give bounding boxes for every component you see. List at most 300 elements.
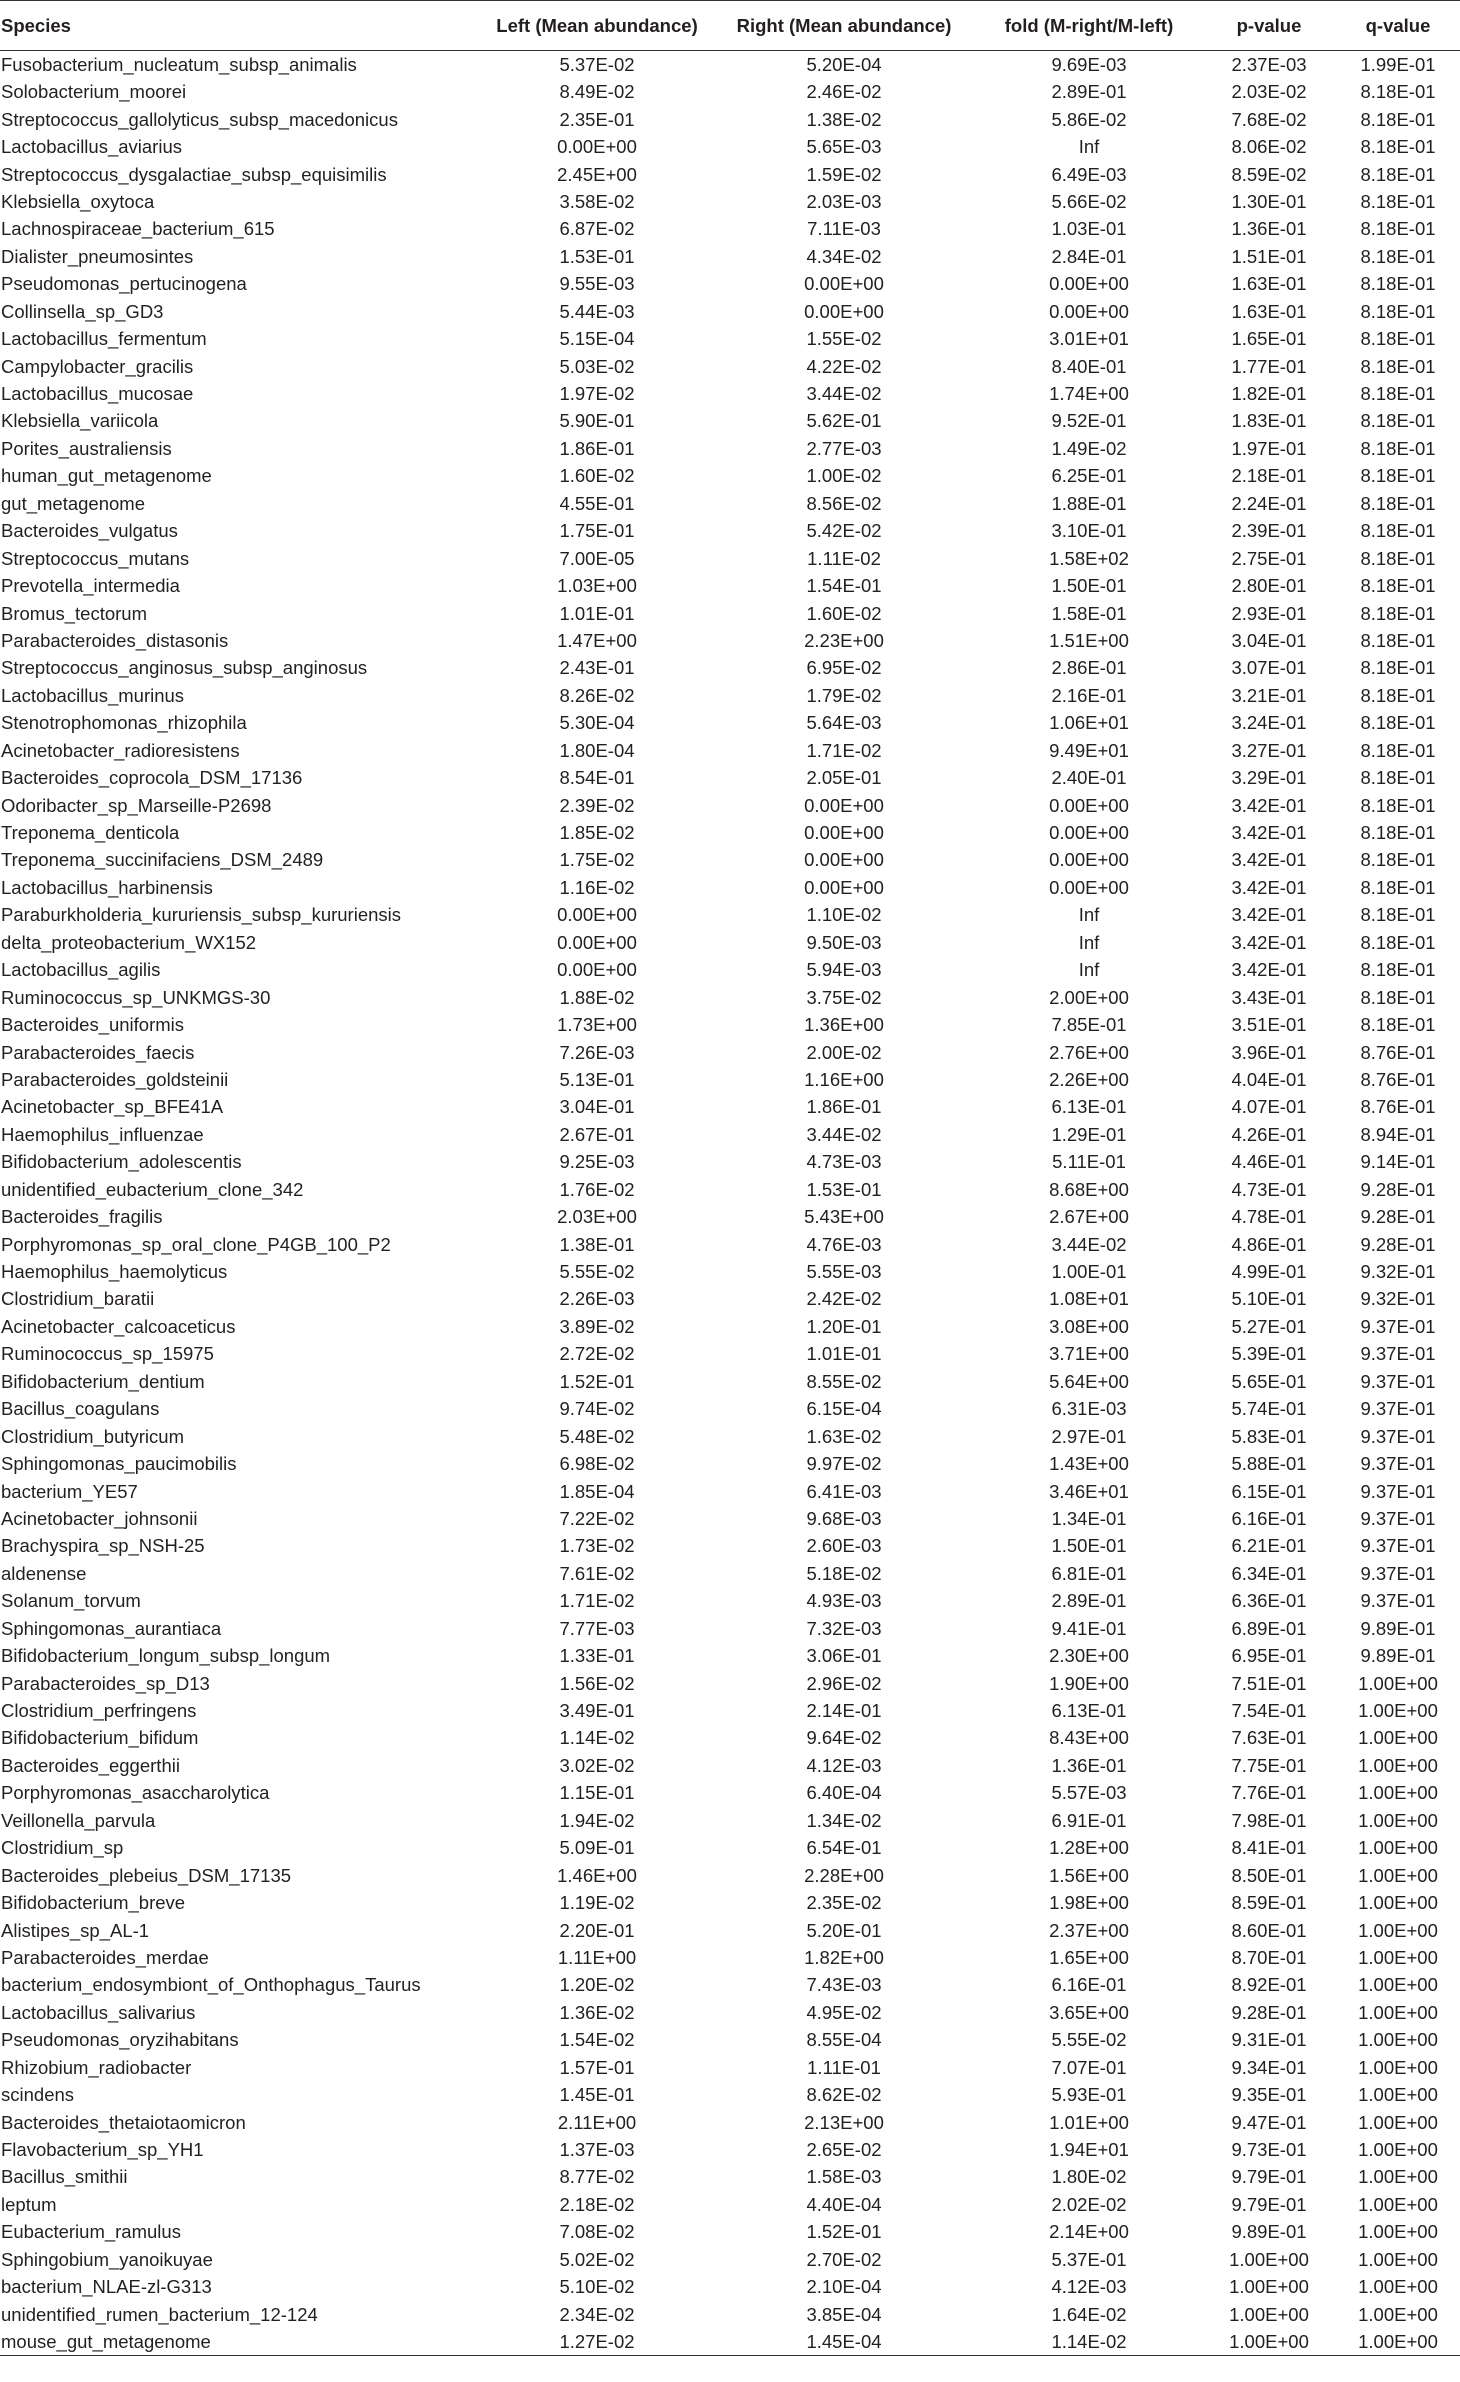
cell-left-mean: 2.34E-02 bbox=[559, 2303, 635, 2325]
table-row bbox=[0, 215, 1460, 242]
cell-fold: 9.49E+01 bbox=[1049, 739, 1129, 761]
table-row bbox=[0, 1340, 1460, 1367]
cell-left-mean: 7.26E-03 bbox=[559, 1041, 635, 1063]
cell-fold: 2.26E+00 bbox=[1049, 1068, 1129, 1090]
cell-fold: 1.50E-01 bbox=[1051, 575, 1127, 597]
cell-left-mean: 1.57E-01 bbox=[559, 2056, 635, 2078]
cell-left-mean: 6.87E-02 bbox=[559, 218, 635, 240]
cell-p-value: 3.96E-01 bbox=[1231, 1041, 1307, 1063]
cell-p-value: 6.95E-01 bbox=[1231, 1645, 1307, 1667]
cell-p-value: 2.18E-01 bbox=[1231, 465, 1307, 487]
cell-fold: 3.46E+01 bbox=[1049, 1480, 1129, 1502]
header-fold: fold (M-right/M-left) bbox=[975, 1, 1203, 51]
cell-species: aldenense bbox=[1, 1562, 87, 1584]
cell-p-value: 1.00E+00 bbox=[1229, 2248, 1309, 2270]
cell-fold: Inf bbox=[1078, 931, 1100, 953]
cell-left-mean: 1.80E-04 bbox=[559, 739, 635, 761]
cell-p-value: 3.42E-01 bbox=[1231, 876, 1307, 898]
cell-species: Bifidobacterium_breve bbox=[1, 1892, 186, 1914]
cell-right-mean: 1.53E-01 bbox=[806, 1178, 882, 1200]
cell-fold: 2.40E-01 bbox=[1051, 767, 1127, 789]
cell-fold: 0.00E+00 bbox=[1049, 273, 1129, 295]
cell-species: Treponema_succinifaciens_DSM_2489 bbox=[1, 849, 324, 871]
cell-p-value: 3.42E-01 bbox=[1231, 931, 1307, 953]
header-q-value: q-value bbox=[1335, 1, 1460, 51]
cell-species: Bacteroides_fragilis bbox=[1, 1206, 163, 1228]
cell-right-mean: 9.97E-02 bbox=[806, 1453, 882, 1475]
cell-fold: 1.64E-02 bbox=[1051, 2303, 1127, 2325]
cell-species: Lactobacillus_mucosae bbox=[1, 383, 194, 405]
cell-p-value: 7.75E-01 bbox=[1231, 1754, 1307, 1776]
cell-right-mean: 8.62E-02 bbox=[806, 2084, 882, 2106]
cell-species: Solanum_torvum bbox=[1, 1590, 141, 1612]
cell-species: unidentified_rumen_bacterium_12-124 bbox=[1, 2303, 318, 2325]
cell-p-value: 3.04E-01 bbox=[1231, 629, 1307, 651]
cell-species: Lactobacillus_salivarius bbox=[1, 2001, 196, 2023]
table-row bbox=[0, 1642, 1460, 1669]
cell-p-value: 5.10E-01 bbox=[1231, 1288, 1307, 1310]
table-row bbox=[0, 1779, 1460, 1806]
cell-right-mean: 9.50E-03 bbox=[806, 931, 882, 953]
cell-species: Lactobacillus_fermentum bbox=[1, 328, 207, 350]
cell-species: Parabacteroides_faecis bbox=[1, 1041, 195, 1063]
cell-p-value: 4.26E-01 bbox=[1231, 1123, 1307, 1145]
cell-fold: 8.43E+00 bbox=[1049, 1727, 1129, 1749]
cell-p-value: 3.29E-01 bbox=[1231, 767, 1307, 789]
table-header bbox=[0, 1, 1460, 51]
cell-right-mean: 4.73E-03 bbox=[806, 1151, 882, 1173]
cell-species: Lactobacillus_agilis bbox=[1, 959, 161, 981]
cell-right-mean: 2.77E-03 bbox=[806, 437, 882, 459]
cell-left-mean: 1.85E-04 bbox=[559, 1480, 635, 1502]
cell-right-mean: 4.12E-03 bbox=[806, 1754, 882, 1776]
header-right-mean: Right (Mean abundance) bbox=[713, 1, 975, 51]
table-row bbox=[0, 1422, 1460, 1449]
table-row bbox=[0, 1587, 1460, 1614]
cell-q-value: 8.18E-01 bbox=[1360, 81, 1436, 103]
cell-left-mean: 1.60E-02 bbox=[559, 465, 635, 487]
cell-species: delta_proteobacterium_WX152 bbox=[1, 931, 257, 953]
table-row bbox=[0, 1203, 1460, 1230]
cell-right-mean: 2.28E+00 bbox=[804, 1864, 884, 1886]
cell-right-mean: 2.13E+00 bbox=[804, 2111, 884, 2133]
cell-left-mean: 1.56E-02 bbox=[559, 1672, 635, 1694]
cell-p-value: 1.83E-01 bbox=[1231, 410, 1307, 432]
cell-p-value: 2.37E-03 bbox=[1231, 54, 1307, 75]
cell-p-value: 3.24E-01 bbox=[1231, 712, 1307, 734]
cell-species: Porphyromonas_asaccharolytica bbox=[1, 1782, 270, 1804]
cell-left-mean: 1.19E-02 bbox=[559, 1892, 635, 1914]
cell-p-value: 3.07E-01 bbox=[1231, 657, 1307, 679]
cell-p-value: 7.76E-01 bbox=[1231, 1782, 1307, 1804]
cell-right-mean: 0.00E+00 bbox=[804, 273, 884, 295]
cell-left-mean: 1.45E-01 bbox=[559, 2084, 635, 2106]
cell-fold: 2.76E+00 bbox=[1049, 1041, 1129, 1063]
cell-species: Odoribacter_sp_Marseille-P2698 bbox=[1, 794, 272, 816]
table-row bbox=[0, 490, 1460, 517]
cell-fold: 1.28E+00 bbox=[1049, 1837, 1129, 1859]
cell-species: Acinetobacter_sp_BFE41A bbox=[1, 1096, 224, 1118]
cell-species: Lactobacillus_murinus bbox=[1, 684, 185, 706]
cell-right-mean: 0.00E+00 bbox=[804, 822, 884, 844]
cell-q-value: 9.32E-01 bbox=[1360, 1261, 1436, 1283]
table-row bbox=[0, 2246, 1460, 2273]
cell-fold: 1.36E-01 bbox=[1051, 1754, 1127, 1776]
cell-right-mean: 5.43E+00 bbox=[804, 1206, 884, 1228]
cell-species: Acinetobacter_radioresistens bbox=[1, 739, 240, 761]
cell-right-mean: 2.65E-02 bbox=[806, 2139, 882, 2161]
cell-species: Lactobacillus_aviarius bbox=[1, 136, 182, 158]
cell-q-value: 1.00E+00 bbox=[1358, 2084, 1438, 2106]
cell-p-value: 1.97E-01 bbox=[1231, 437, 1307, 459]
cell-p-value: 1.63E-01 bbox=[1231, 273, 1307, 295]
cell-right-mean: 4.76E-03 bbox=[806, 1233, 882, 1255]
cell-right-mean: 2.46E-02 bbox=[806, 81, 882, 103]
cell-right-mean: 1.10E-02 bbox=[806, 904, 882, 926]
cell-q-value: 1.00E+00 bbox=[1358, 1864, 1438, 1886]
cell-fold: 1.29E-01 bbox=[1051, 1123, 1127, 1145]
cell-left-mean: 5.48E-02 bbox=[559, 1425, 635, 1447]
cell-fold: 7.85E-01 bbox=[1051, 1014, 1127, 1036]
cell-q-value: 8.18E-01 bbox=[1360, 245, 1436, 267]
cell-left-mean: 3.58E-02 bbox=[559, 190, 635, 212]
cell-right-mean: 0.00E+00 bbox=[804, 300, 884, 322]
cell-p-value: 2.24E-01 bbox=[1231, 492, 1307, 514]
cell-q-value: 8.18E-01 bbox=[1360, 108, 1436, 130]
cell-q-value: 1.00E+00 bbox=[1358, 1700, 1438, 1722]
cell-species: Streptococcus_gallolyticus_subsp_macedonicus bbox=[1, 108, 398, 130]
cell-right-mean: 2.10E-04 bbox=[806, 2276, 882, 2298]
table-row bbox=[0, 51, 1460, 79]
table-row bbox=[0, 105, 1460, 132]
table-row bbox=[0, 2300, 1460, 2327]
cell-fold: 1.58E+02 bbox=[1049, 547, 1129, 569]
table-row bbox=[0, 1313, 1460, 1340]
cell-q-value: 8.94E-01 bbox=[1360, 1123, 1436, 1145]
cell-p-value: 1.00E+00 bbox=[1229, 2303, 1309, 2325]
cell-fold: 6.31E-03 bbox=[1051, 1398, 1127, 1420]
cell-species: Lachnospiraceae_bacterium_615 bbox=[1, 218, 275, 240]
cell-left-mean: 3.89E-02 bbox=[559, 1315, 635, 1337]
cell-left-mean: 1.03E+00 bbox=[557, 575, 637, 597]
cell-fold: 5.11E-01 bbox=[1052, 1151, 1126, 1173]
table-row bbox=[0, 1450, 1460, 1477]
cell-right-mean: 1.86E-01 bbox=[806, 1096, 882, 1118]
cell-fold: 2.97E-01 bbox=[1051, 1425, 1127, 1447]
cell-fold: 6.81E-01 bbox=[1051, 1562, 1127, 1584]
cell-right-mean: 2.35E-02 bbox=[806, 1892, 882, 1914]
table-row bbox=[0, 2026, 1460, 2053]
cell-q-value: 8.18E-01 bbox=[1360, 712, 1436, 734]
table-row bbox=[0, 1752, 1460, 1779]
cell-p-value: 6.36E-01 bbox=[1231, 1590, 1307, 1612]
cell-p-value: 7.63E-01 bbox=[1231, 1727, 1307, 1749]
header-species: Species bbox=[0, 1, 481, 51]
cell-p-value: 4.86E-01 bbox=[1231, 1233, 1307, 1255]
cell-q-value: 9.89E-01 bbox=[1360, 1645, 1436, 1667]
cell-species: Bacillus_smithii bbox=[1, 2166, 128, 2188]
table-row bbox=[0, 462, 1460, 489]
cell-fold: 1.58E-01 bbox=[1051, 602, 1127, 624]
cell-left-mean: 7.22E-02 bbox=[559, 1507, 635, 1529]
cell-fold: 9.41E-01 bbox=[1051, 1617, 1127, 1639]
cell-q-value: 9.14E-01 bbox=[1360, 1151, 1436, 1173]
cell-right-mean: 1.82E+00 bbox=[804, 1946, 884, 1968]
cell-fold: 1.14E-02 bbox=[975, 2328, 1203, 2356]
cell-p-value: 5.83E-01 bbox=[1231, 1425, 1307, 1447]
cell-species: Parabacteroides_goldsteinii bbox=[1, 1068, 229, 1090]
cell-p-value: 6.89E-01 bbox=[1231, 1617, 1307, 1639]
cell-q-value: 9.28E-01 bbox=[1360, 1206, 1436, 1228]
cell-right-mean: 8.56E-02 bbox=[806, 492, 882, 514]
cell-p-value: 1.51E-01 bbox=[1231, 245, 1307, 267]
cell-left-mean: 5.03E-02 bbox=[559, 355, 635, 377]
cell-p-value: 9.79E-01 bbox=[1231, 2193, 1307, 2215]
cell-fold: 1.06E+01 bbox=[1049, 712, 1129, 734]
cell-q-value: 8.18E-01 bbox=[1360, 136, 1436, 158]
cell-fold: 1.74E+00 bbox=[1049, 383, 1129, 405]
cell-right-mean: 1.11E-01 bbox=[807, 2056, 881, 2078]
cell-q-value: 1.00E+00 bbox=[1358, 2248, 1438, 2270]
cell-fold: Inf bbox=[1078, 136, 1100, 158]
table-row bbox=[0, 407, 1460, 434]
cell-q-value: 8.76E-01 bbox=[1360, 1041, 1436, 1063]
table-row bbox=[0, 1176, 1460, 1203]
cell-fold: 1.08E+01 bbox=[1049, 1288, 1129, 1310]
cell-left-mean: 1.73E+00 bbox=[557, 1014, 637, 1036]
cell-right-mean: 4.93E-03 bbox=[806, 1590, 882, 1612]
cell-p-value: 8.59E-02 bbox=[1231, 163, 1307, 185]
cell-left-mean: 1.14E-02 bbox=[559, 1727, 635, 1749]
cell-p-value: 1.65E-01 bbox=[1231, 328, 1307, 350]
cell-left-mean: 2.26E-03 bbox=[559, 1288, 635, 1310]
cell-right-mean: 1.16E+00 bbox=[804, 1068, 884, 1090]
table-row bbox=[0, 133, 1460, 160]
table-row bbox=[0, 956, 1460, 983]
table-row bbox=[0, 2191, 1460, 2218]
cell-fold: 2.00E+00 bbox=[1049, 986, 1129, 1008]
cell-species: Parabacteroides_sp_D13 bbox=[1, 1672, 210, 1694]
cell-right-mean: 4.34E-02 bbox=[806, 245, 882, 267]
table-row bbox=[0, 1889, 1460, 1916]
cell-species: Acinetobacter_calcoaceticus bbox=[1, 1315, 236, 1337]
cell-q-value: 9.89E-01 bbox=[1360, 1617, 1436, 1639]
cell-fold: 2.86E-01 bbox=[1051, 657, 1127, 679]
cell-left-mean: 0.00E+00 bbox=[557, 959, 637, 981]
cell-p-value: 3.27E-01 bbox=[1231, 739, 1307, 761]
cell-q-value: 8.18E-01 bbox=[1360, 410, 1436, 432]
cell-right-mean: 1.11E-02 bbox=[807, 547, 881, 569]
cell-species: Campylobacter_gracilis bbox=[1, 355, 194, 377]
cell-left-mean: 8.26E-02 bbox=[559, 684, 635, 706]
cell-right-mean: 0.00E+00 bbox=[804, 794, 884, 816]
cell-fold: 8.40E-01 bbox=[1051, 355, 1127, 377]
cell-q-value: 1.00E+00 bbox=[1358, 2221, 1438, 2243]
cell-fold: 3.71E+00 bbox=[1049, 1343, 1129, 1365]
cell-fold: 5.37E-01 bbox=[1051, 2248, 1127, 2270]
table-row bbox=[0, 2108, 1460, 2135]
cell-left-mean: 1.76E-02 bbox=[559, 1178, 635, 1200]
cell-species: Solobacterium_moorei bbox=[1, 81, 187, 103]
table-row bbox=[0, 380, 1460, 407]
cell-right-mean: 1.58E-03 bbox=[806, 2166, 882, 2188]
cell-q-value: 8.18E-01 bbox=[1360, 547, 1436, 569]
table-row bbox=[0, 352, 1460, 379]
table-row bbox=[0, 1999, 1460, 2026]
table-row bbox=[0, 1093, 1460, 1120]
cell-q-value: 9.37E-01 bbox=[1360, 1507, 1436, 1529]
cell-species: Streptococcus_dysgalactiae_subsp_equisimilis bbox=[1, 163, 387, 185]
cell-p-value: 7.98E-01 bbox=[1231, 1809, 1307, 1831]
cell-left-mean: 1.75E-01 bbox=[559, 520, 635, 542]
cell-q-value: 8.18E-01 bbox=[1360, 739, 1436, 761]
cell-fold: 1.90E+00 bbox=[1049, 1672, 1129, 1694]
cell-right-mean: 5.64E-03 bbox=[806, 712, 882, 734]
cell-right-mean: 3.44E-02 bbox=[806, 383, 882, 405]
cell-fold: 5.93E-01 bbox=[1051, 2084, 1127, 2106]
cell-right-mean: 7.43E-03 bbox=[806, 1974, 882, 1996]
table-row bbox=[0, 1121, 1460, 1148]
cell-right-mean: 1.00E-02 bbox=[806, 465, 882, 487]
cell-right-mean: 9.64E-02 bbox=[806, 1727, 882, 1749]
cell-species: Bacillus_coagulans bbox=[1, 1398, 160, 1420]
table-row bbox=[0, 1807, 1460, 1834]
table-row bbox=[0, 2328, 1460, 2356]
cell-fold: 1.51E+00 bbox=[1049, 629, 1129, 651]
cell-species: Flavobacterium_sp_YH1 bbox=[1, 2139, 204, 2161]
cell-fold: 2.84E-01 bbox=[1051, 245, 1127, 267]
table-row bbox=[0, 1724, 1460, 1751]
cell-p-value: 9.28E-01 bbox=[1231, 2001, 1307, 2023]
cell-fold: 6.49E-03 bbox=[1051, 163, 1127, 185]
cell-p-value: 6.34E-01 bbox=[1231, 1562, 1307, 1584]
cell-species: Brachyspira_sp_NSH-25 bbox=[1, 1535, 205, 1557]
table-row bbox=[0, 764, 1460, 791]
cell-q-value: 1.00E+00 bbox=[1358, 1727, 1438, 1749]
cell-right-mean: 2.96E-02 bbox=[806, 1672, 882, 1694]
cell-left-mean: 1.86E-01 bbox=[559, 437, 635, 459]
cell-q-value: 8.18E-01 bbox=[1360, 904, 1436, 926]
cell-q-value: 8.18E-01 bbox=[1360, 575, 1436, 597]
cell-q-value: 9.37E-01 bbox=[1360, 1535, 1436, 1557]
cell-p-value: 5.27E-01 bbox=[1231, 1315, 1307, 1337]
cell-fold: 5.64E+00 bbox=[1049, 1370, 1129, 1392]
table-row bbox=[0, 654, 1460, 681]
cell-q-value: 1.00E+00 bbox=[1358, 1974, 1438, 1996]
cell-p-value: 2.39E-01 bbox=[1231, 520, 1307, 542]
cell-left-mean: 2.45E+00 bbox=[557, 163, 637, 185]
cell-right-mean: 0.00E+00 bbox=[804, 876, 884, 898]
cell-right-mean: 2.42E-02 bbox=[806, 1288, 882, 1310]
cell-p-value: 1.00E+00 bbox=[1229, 2276, 1309, 2298]
table-row bbox=[0, 1477, 1460, 1504]
cell-q-value: 9.37E-01 bbox=[1360, 1370, 1436, 1392]
cell-p-value: 8.50E-01 bbox=[1231, 1864, 1307, 1886]
cell-species: Treponema_denticola bbox=[1, 822, 180, 844]
cell-species: Bacteroides_coprocola_DSM_17136 bbox=[1, 767, 303, 789]
cell-right-mean: 1.60E-02 bbox=[806, 602, 882, 624]
cell-left-mean: 5.15E-04 bbox=[559, 328, 635, 350]
cell-left-mean: 5.10E-02 bbox=[559, 2276, 635, 2298]
cell-fold: 1.34E-01 bbox=[1051, 1507, 1127, 1529]
cell-left-mean: 1.85E-02 bbox=[559, 822, 635, 844]
cell-species: Bacteroides_plebeius_DSM_17135 bbox=[1, 1864, 292, 1886]
cell-right-mean: 6.95E-02 bbox=[806, 657, 882, 679]
cell-left-mean: 1.15E-01 bbox=[559, 1782, 635, 1804]
cell-species: mouse_gut_metagenome bbox=[0, 2328, 481, 2356]
cell-q-value: 8.18E-01 bbox=[1360, 657, 1436, 679]
cell-q-value: 1.00E+00 bbox=[1358, 2001, 1438, 2023]
cell-fold: 9.69E-03 bbox=[1051, 54, 1127, 75]
cell-fold: 3.08E+00 bbox=[1049, 1315, 1129, 1337]
cell-p-value: 9.34E-01 bbox=[1231, 2056, 1307, 2078]
header-p-value: p-value bbox=[1203, 1, 1335, 51]
table-row bbox=[0, 2081, 1460, 2108]
cell-right-mean: 3.85E-04 bbox=[806, 2303, 882, 2325]
cell-left-mean: 1.01E-01 bbox=[559, 602, 635, 624]
cell-p-value: 4.73E-01 bbox=[1231, 1178, 1307, 1200]
cell-right-mean: 2.60E-03 bbox=[806, 1535, 882, 1557]
cell-p-value: 3.43E-01 bbox=[1231, 986, 1307, 1008]
table-row bbox=[0, 1285, 1460, 1312]
table-row bbox=[0, 983, 1460, 1010]
cell-species: Sphingomonas_paucimobilis bbox=[1, 1453, 237, 1475]
cell-q-value: 9.37E-01 bbox=[1360, 1590, 1436, 1612]
cell-left-mean: 9.25E-03 bbox=[559, 1151, 635, 1173]
cell-p-value: 1.00E+00 bbox=[1203, 2328, 1335, 2356]
cell-fold: 3.65E+00 bbox=[1049, 2001, 1129, 2023]
cell-species: Parabacteroides_distasonis bbox=[1, 629, 229, 651]
cell-p-value: 5.88E-01 bbox=[1231, 1453, 1307, 1475]
cell-p-value: 4.07E-01 bbox=[1231, 1096, 1307, 1118]
cell-left-mean: 1.75E-02 bbox=[559, 849, 635, 871]
cell-left-mean: 8.49E-02 bbox=[559, 81, 635, 103]
cell-fold: 0.00E+00 bbox=[1049, 822, 1129, 844]
table-row bbox=[0, 929, 1460, 956]
cell-q-value: 1.00E+00 bbox=[1358, 1809, 1438, 1831]
cell-p-value: 1.82E-01 bbox=[1231, 383, 1307, 405]
cell-q-value: 1.00E+00 bbox=[1358, 2056, 1438, 2078]
cell-species: Alistipes_sp_AL-1 bbox=[1, 1919, 150, 1941]
cell-q-value: 1.00E+00 bbox=[1358, 2166, 1438, 2188]
cell-species: Clostridium_baratii bbox=[1, 1288, 155, 1310]
table-row bbox=[0, 1066, 1460, 1093]
table-row bbox=[0, 1697, 1460, 1724]
table-row bbox=[0, 1258, 1460, 1285]
cell-fold: 4.12E-03 bbox=[1051, 2276, 1127, 2298]
cell-fold: 6.13E-01 bbox=[1051, 1700, 1127, 1722]
cell-p-value: 8.06E-02 bbox=[1231, 136, 1307, 158]
cell-species: Bacteroides_uniformis bbox=[1, 1014, 185, 1036]
cell-fold: 1.94E+01 bbox=[1049, 2139, 1129, 2161]
cell-species: unidentified_eubacterium_clone_342 bbox=[1, 1178, 304, 1200]
cell-fold: 2.67E+00 bbox=[1049, 1206, 1129, 1228]
cell-species: bacterium_NLAE-zl-G313 bbox=[1, 2276, 212, 2298]
cell-left-mean: 1.33E-01 bbox=[559, 1645, 635, 1667]
cell-fold: 3.10E-01 bbox=[1051, 520, 1127, 542]
cell-fold: 2.16E-01 bbox=[1051, 684, 1127, 706]
cell-right-mean: 6.41E-03 bbox=[806, 1480, 882, 1502]
cell-q-value: 8.18E-01 bbox=[1360, 986, 1436, 1008]
cell-fold: 5.86E-02 bbox=[1051, 108, 1127, 130]
cell-q-value: 8.18E-01 bbox=[1360, 218, 1436, 240]
cell-right-mean: 1.79E-02 bbox=[806, 684, 882, 706]
cell-p-value: 2.93E-01 bbox=[1231, 602, 1307, 624]
table-row bbox=[0, 1944, 1460, 1971]
cell-fold: 2.14E+00 bbox=[1049, 2221, 1129, 2243]
cell-right-mean: 2.23E+00 bbox=[804, 629, 884, 651]
cell-p-value: 2.03E-02 bbox=[1231, 81, 1307, 103]
